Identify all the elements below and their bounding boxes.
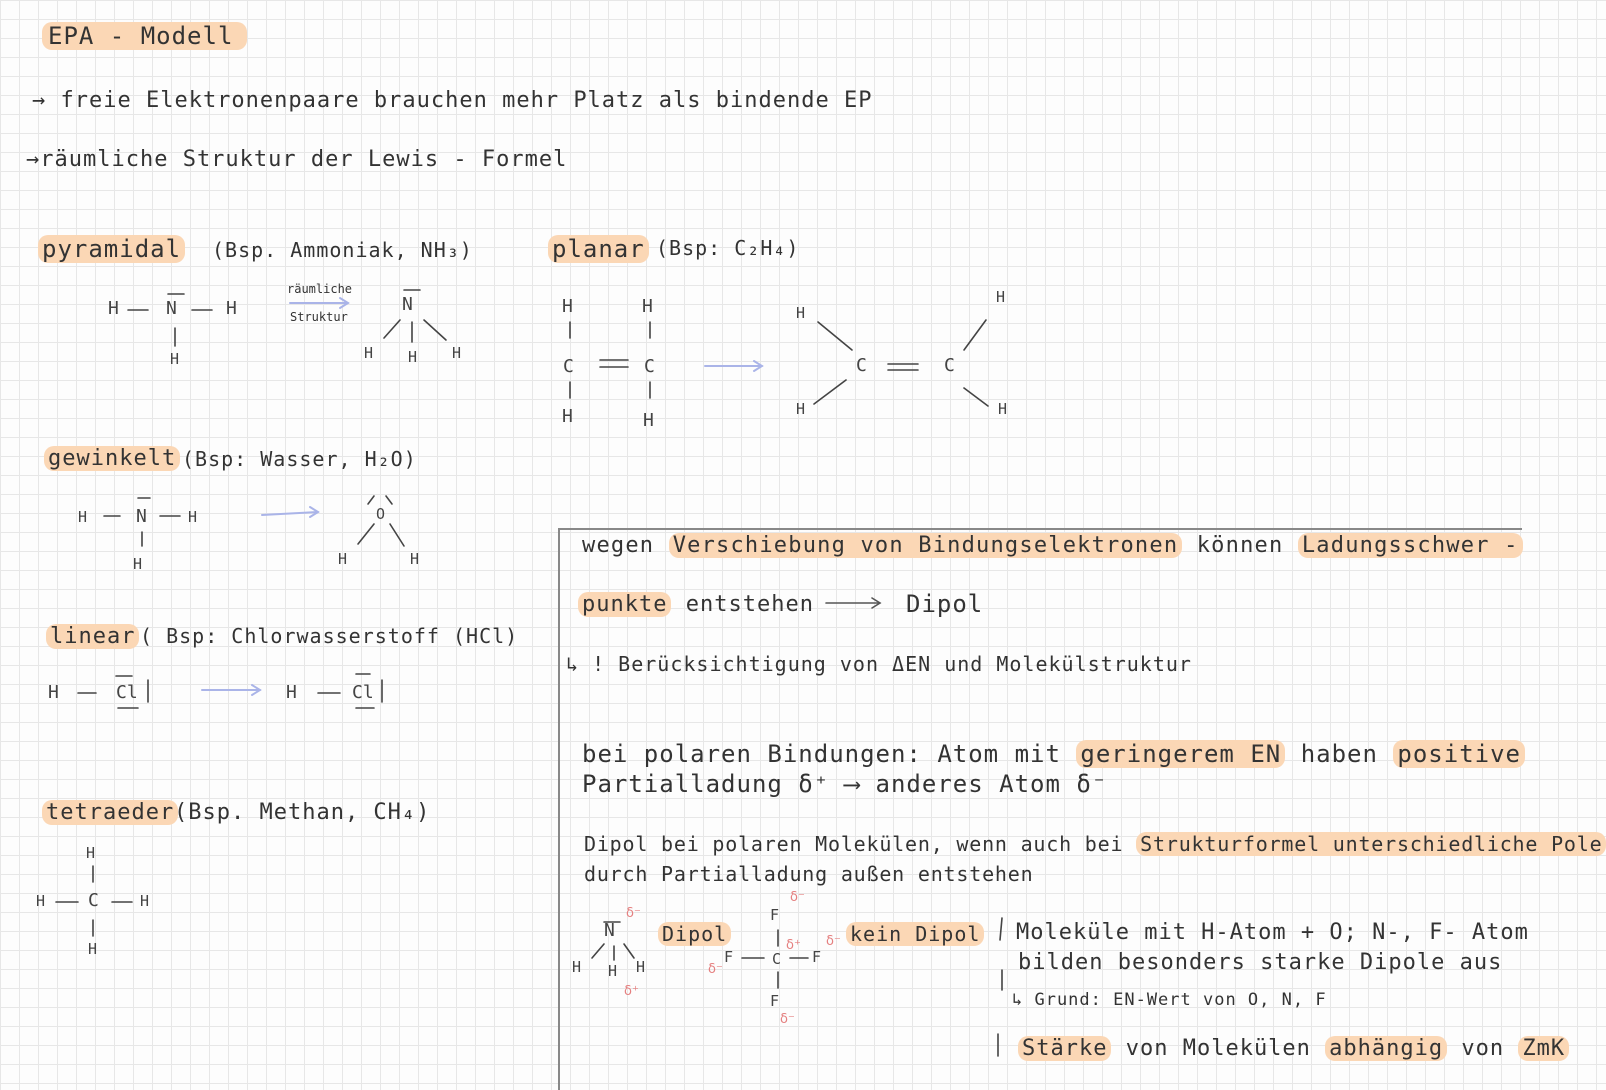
atom-c: C [856, 355, 867, 376]
pyramidal-heading: pyramidal [38, 235, 185, 263]
atom-c: C [644, 356, 655, 377]
tetraeder-example: (Bsp. Methan, CH₄) [174, 800, 431, 825]
side-note-2: bilden besonders starke Dipole aus [1018, 950, 1503, 975]
partial-charge-positive: δ⁺ [624, 984, 639, 999]
highlighted-text: Stärke [1018, 1036, 1111, 1061]
side-note-4 [1018, 1036, 1569, 1061]
box-paragraph-5: Partialladung δ⁺ ⟶ anderes Atom δ⁻ [582, 770, 1108, 798]
text-segment: von Molekülen [1125, 1036, 1311, 1061]
atom-h: H [170, 350, 180, 368]
intro-line-2: →räumliche Struktur der Lewis - Formel [26, 147, 568, 172]
atom-h: H [796, 304, 806, 322]
atom-c: C [88, 890, 99, 911]
linear-heading: linear [46, 624, 139, 649]
atom-n: N [166, 298, 177, 319]
pyramidal-example: (Bsp. Ammoniak, NH₃) [212, 238, 473, 262]
text-segment: entstehen [685, 592, 814, 617]
atom-h: H [133, 555, 143, 573]
gewinkelt-example: (Bsp: Wasser, H₂O) [182, 447, 417, 471]
box-paragraph-6 [584, 832, 1606, 856]
atom-h: H [410, 550, 420, 568]
box-paragraph-1 [582, 533, 1523, 558]
atom-h: H [562, 406, 573, 427]
atom-h: H [286, 682, 297, 703]
atom-h: H [36, 892, 46, 910]
atom-h: H [642, 296, 653, 317]
highlighted-text: Strukturformel unterschiedliche Pole [1136, 832, 1606, 856]
dipol-label: Dipol [658, 922, 731, 946]
box-paragraph-3: ↳ ! Berücksichtigung von ΔEN und Molekülstruktur [566, 652, 1192, 676]
atom-f: F [770, 906, 780, 924]
atom-h: H [86, 844, 96, 862]
atom-h: H [452, 344, 462, 362]
atom-h: H [562, 296, 573, 317]
arrow-label-bottom: Struktur [290, 310, 348, 324]
atom-cl: Cl [116, 682, 138, 703]
arrow-label-top: räumliche [287, 282, 353, 296]
atom-c: C [944, 355, 955, 376]
linear-example: ( Bsp: Chlorwasserstoff (HCl) [140, 624, 519, 648]
atom-h: H [608, 962, 618, 980]
text-segment: bei polaren Bindungen: Atom mit [582, 740, 1061, 768]
atom-h: H [998, 400, 1008, 418]
highlighted-text: abhängig [1325, 1036, 1447, 1061]
kein-dipol-label: kein Dipol [846, 922, 984, 946]
highlighted-text: punkte [578, 592, 671, 617]
atom-f: F [724, 948, 734, 966]
atom-h: H [226, 298, 237, 319]
atom-h: H [408, 348, 418, 366]
partial-charge-negative: δ⁻ [780, 1012, 795, 1027]
atom-h: H [88, 940, 98, 958]
box-paragraph-2 [578, 592, 814, 617]
dipol-result: Dipol [906, 590, 984, 618]
text-segment: von [1461, 1036, 1505, 1061]
highlighted-text: Verschiebung von Bindungselektronen [669, 533, 1183, 558]
highlighted-text: geringerem EN [1076, 740, 1285, 768]
atom-f: F [812, 948, 822, 966]
partial-charge-negative: δ⁻ [626, 906, 641, 921]
atom-h: H [796, 400, 806, 418]
partial-charge-negative: δ⁻ [708, 962, 723, 977]
highlighted-text: ZmK [1518, 1036, 1569, 1061]
partial-charge-positive: δ⁺ [786, 938, 801, 953]
atom-h: H [338, 550, 348, 568]
atom-h: H [364, 344, 374, 362]
side-note-3: ↳ Grund: EN-Wert von O, N, F [1012, 990, 1327, 1010]
atom-n: N [402, 294, 413, 315]
partial-charge-negative: δ⁻ [790, 890, 805, 905]
partial-charge-negative: δ⁻ [826, 934, 841, 949]
side-note-1: Moleküle mit H-Atom + O; N-, F- Atom [1016, 920, 1529, 945]
atom-h: H [636, 958, 646, 976]
atom-cl: Cl [352, 682, 374, 703]
planar-heading: planar [548, 235, 649, 263]
atom-h: H [140, 892, 150, 910]
planar-example: (Bsp: C₂H₄) [656, 236, 800, 260]
atom-h: H [188, 508, 198, 526]
text-segment: können [1196, 533, 1284, 558]
tetraeder-heading: tetraeder [42, 800, 178, 825]
atom-h: H [48, 682, 59, 703]
atom-h: H [78, 508, 88, 526]
atom-f: F [770, 992, 780, 1010]
atom-n: N [136, 506, 147, 527]
text-segment: haben [1300, 740, 1378, 768]
atom-h: H [996, 288, 1006, 306]
atom-h: H [572, 958, 582, 976]
atom-n: N [604, 920, 615, 941]
atom-c: C [772, 950, 782, 968]
page-title: EPA - Modell [42, 22, 247, 50]
atom-h: H [108, 298, 119, 319]
box-paragraph-7: durch Partialladung außen entstehen [584, 862, 1034, 886]
atom-o: O [376, 505, 386, 523]
highlighted-text: positive [1393, 740, 1525, 768]
atom-h: H [643, 410, 654, 431]
text-segment: Dipol bei polaren Molekülen, wenn auch bei [584, 832, 1124, 856]
box-paragraph-4 [582, 740, 1525, 768]
gewinkelt-heading: gewinkelt [44, 446, 180, 471]
highlighted-text: Ladungsschwer - [1298, 533, 1523, 558]
text-segment: wegen [582, 533, 655, 558]
intro-line-1: → freie Elektronenpaare brauchen mehr Platz als bindende EP [32, 88, 873, 113]
atom-c: C [563, 356, 574, 377]
